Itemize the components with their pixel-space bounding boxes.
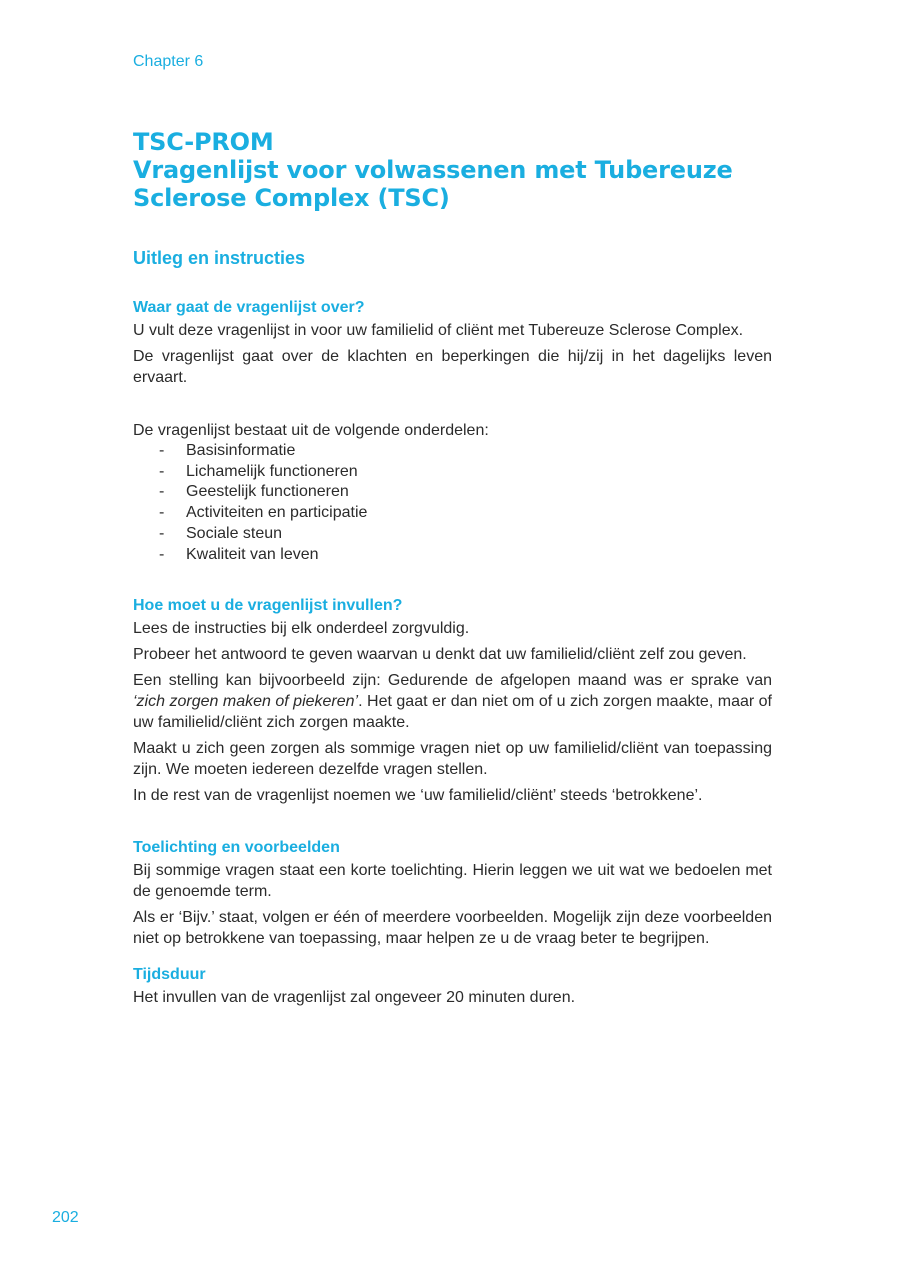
explanation-paragraph-2: Als er ‘Bijv.’ staat, volgen er één of meerdere voorbeelden. Mogelijk zijn deze voorbeelden niet op betrokkene van toepassing, maar helpen ze u de vraag beter te begrijpen. — [133, 909, 772, 948]
how-paragraph-4: Maakt u zich geen zorgen als sommige vragen niet op uw familielid/cliënt van toepassing zijn. We moeten iedereen dezelfde vragen stellen. — [133, 740, 772, 779]
title-line-3: Sclerose Complex (TSC) — [133, 184, 450, 212]
duration-heading: Tijdsduur — [133, 966, 206, 984]
list-item: - Basisinformatie — [133, 441, 772, 462]
title-line-1: TSC-PROM — [133, 128, 274, 156]
how-paragraph-5: In de rest van de vragenlijst noemen we ‘uw familielid/cliënt’ steeds ‘betrokkene’. — [133, 787, 703, 805]
about-paragraph-1: U vult deze vragenlijst in voor uw familielid of cliënt met Tubereuze Sclerose Complex. — [133, 322, 744, 339]
chapter-label: Chapter 6 — [133, 53, 204, 70]
explanation-paragraph-1: Bij sommige vragen staat een korte toelichting. Hierin leggen we uit wat we bedoelen met de genoemde term. — [133, 862, 772, 901]
list-item: - Geestelijk functioneren — [133, 482, 772, 503]
how-paragraph-3-example: ‘zich zorgen maken of piekeren’ — [133, 693, 359, 711]
list-item: - Kwaliteit van leven — [133, 545, 772, 566]
how-paragraph-1: Lees de instructies bij elk onderdeel zorgvuldig. — [133, 620, 470, 638]
about-heading: Waar gaat de vragenlijst over? — [133, 299, 365, 316]
duration-paragraph: Het invullen van de vragenlijst zal ongeveer 20 minuten duren. — [133, 989, 576, 1007]
page-number: 202 — [52, 1209, 79, 1226]
how-paragraph-3-start: Een stelling kan bijvoorbeeld zijn: Gedurende de afgelopen maand was er sprake van — [133, 672, 772, 690]
list-item: - Activiteiten en participatie — [133, 503, 772, 524]
how-paragraph-2: Probeer het antwoord te geven waarvan u denkt dat uw familielid/cliënt zelf zou geven. — [133, 646, 747, 664]
how-paragraph-3 — [133, 670, 772, 733]
title-line-2: Vragenlijst voor volwassenen met Tubereuze — [133, 156, 733, 184]
main-content — [133, 245, 772, 1013]
list-item: - Sociale steun — [133, 524, 772, 545]
how-paragraph-3-end: . Het gaat er dan niet om of u zich zorgen maakte, maar of uw familielid/cliënt zich zorgen maakte. — [133, 693, 773, 732]
page-title — [133, 128, 813, 212]
list-item: - Lichamelijk functioneren — [133, 462, 772, 483]
about-paragraph-2: De vragenlijst gaat over de klachten en beperkingen die hij/zij in het dagelijks leven ervaart. — [133, 348, 772, 386]
parts-intro: De vragenlijst bestaat uit de volgende onderdelen: — [133, 422, 489, 439]
section-heading: Uitleg en instructies — [133, 248, 306, 268]
parts-list — [133, 441, 772, 565]
how-heading: Hoe moet u de vragenlijst invullen? — [133, 597, 403, 615]
explanation-heading: Toelichting en voorbeelden — [133, 839, 340, 857]
